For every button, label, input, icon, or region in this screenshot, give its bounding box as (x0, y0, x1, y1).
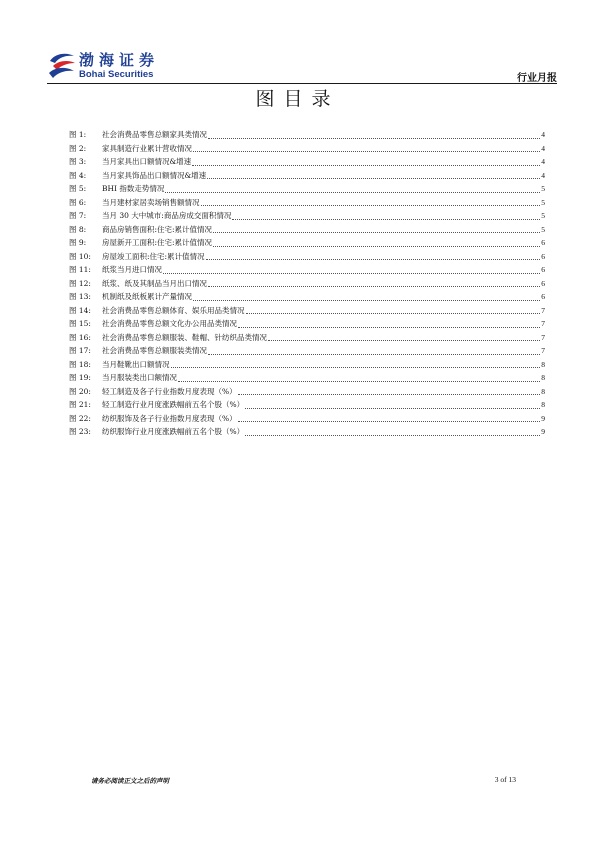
toc-entry-number: 图 21: (69, 400, 91, 409)
page-title: 图目录 (255, 88, 340, 110)
page-header (47, 47, 557, 85)
toc-entry[interactable] (69, 331, 545, 345)
toc-entry-number: 图 19: (69, 373, 91, 382)
toc-dot-leader (193, 151, 540, 152)
toc-dot-leader (193, 300, 540, 301)
toc-entry-number: 图 12: (69, 278, 91, 288)
toc-entry-label[interactable]: 社会消费品零售总额服装、鞋帽、针纺织品类情况 (102, 332, 267, 342)
toc-entry-number: 图 20: (69, 386, 91, 396)
toc-entry-page[interactable]: 6 (541, 292, 545, 301)
toc-entry-number: 图 18: (69, 359, 91, 369)
toc-entry-label[interactable]: 纺织服饰行业月度涨跌幅前五名个股（%） (102, 427, 245, 436)
toc-entry-label[interactable]: 社会消费品零售总额体育、娱乐用品类情况 (102, 305, 245, 315)
toc-entry-number: 图 3: (69, 157, 87, 166)
toc-dot-leader (232, 219, 540, 220)
toc-entry[interactable] (69, 128, 545, 142)
toc-dot-leader (213, 246, 540, 247)
toc-entry-number: 图 2: (69, 143, 87, 153)
toc-entry[interactable] (69, 169, 545, 183)
toc-entry[interactable] (69, 317, 545, 331)
toc-dot-leader (208, 354, 540, 355)
toc-entry-label[interactable]: 纺织服饰及各子行业指数月度表现（%） (102, 413, 237, 423)
toc-entry-label[interactable]: 家具制造行业累计营收情况 (102, 143, 192, 153)
toc-entry-label[interactable]: 轻工制造及各子行业指数月度表现（%） (102, 386, 237, 396)
toc-entry-page[interactable]: 4 (541, 130, 545, 139)
toc-entry-page[interactable]: 9 (541, 413, 545, 423)
toc-entry-label[interactable]: 当月鞋靴出口额情况 (102, 359, 170, 369)
toc-entry-number: 图 22: (69, 413, 91, 423)
toc-entry-label[interactable]: 当月家具出口额情况&增速 (102, 157, 192, 166)
toc-entry[interactable] (69, 344, 545, 358)
toc-entry-page[interactable]: 7 (541, 305, 545, 315)
toc-dot-leader (206, 259, 541, 260)
toc-entry-number: 图 6: (69, 197, 87, 207)
toc-entry-number: 图 1: (69, 130, 87, 139)
toc-dot-leader (178, 381, 540, 382)
toc-entry-page[interactable]: 7 (541, 319, 545, 328)
toc-entry-number: 图 10: (69, 251, 91, 261)
bohai-logo-icon (47, 51, 77, 79)
toc-entry-page[interactable]: 5 (541, 197, 545, 207)
toc-entry-page[interactable]: 6 (541, 265, 545, 274)
toc-entry-page[interactable]: 7 (541, 332, 545, 342)
toc-dot-leader (208, 138, 540, 139)
toc-entry[interactable] (69, 223, 545, 237)
toc-dot-leader (171, 367, 541, 368)
toc-dot-leader (245, 408, 540, 409)
toc-entry-number: 图 7: (69, 211, 87, 220)
toc-entry[interactable] (69, 358, 545, 372)
toc-entry-page[interactable]: 8 (541, 400, 545, 409)
toc-entry-number: 图 5: (69, 184, 87, 193)
toc-entry-label[interactable]: 纸浆、纸及其制品当月出口情况 (102, 278, 207, 288)
toc-entry-label[interactable]: 当月服装类出口额情况 (102, 373, 177, 382)
toc-entry-label[interactable]: 社会消费品零售总额文化办公用品类情况 (102, 319, 237, 328)
toc-dot-leader (245, 435, 540, 436)
toc-entry[interactable] (69, 385, 545, 399)
toc-entry-number: 图 13: (69, 292, 91, 301)
toc-entry-number: 图 15: (69, 319, 91, 328)
toc-entry-page[interactable]: 5 (541, 184, 545, 193)
toc-entry[interactable] (69, 425, 545, 439)
toc-dot-leader (208, 286, 540, 287)
toc-dot-leader (165, 192, 540, 193)
toc-entry-number: 图 16: (69, 332, 91, 342)
toc-entry-label[interactable]: 房屋竣工面积:住宅:累计值情况 (102, 251, 205, 261)
toc-entry[interactable] (69, 250, 545, 264)
toc-entry-label[interactable]: 当月建材家居卖场销售额情况 (102, 197, 200, 207)
toc-entry[interactable] (69, 196, 545, 210)
toc-entry[interactable] (69, 209, 545, 223)
toc-entry-label[interactable]: 社会消费品零售总额家具类情况 (102, 130, 207, 139)
toc-entry-page[interactable]: 5 (541, 224, 545, 234)
toc-entry-number: 图 14: (69, 305, 91, 315)
toc-entry-page[interactable]: 4 (541, 143, 545, 153)
toc-entry[interactable] (69, 371, 545, 385)
toc-entry-label[interactable]: 当月 30 大中城市:商品房成交面积情况 (102, 211, 232, 220)
toc-dot-leader (163, 273, 540, 274)
toc-dot-leader (207, 178, 540, 179)
toc-entry-number: 图 4: (69, 170, 87, 180)
toc-dot-leader (238, 394, 541, 395)
toc-entry[interactable] (69, 155, 545, 169)
toc-entry-page[interactable]: 6 (541, 238, 545, 247)
toc-entry-number: 图 8: (69, 224, 87, 234)
toc-dot-leader (192, 165, 540, 166)
logo-chinese-name: 渤海证券 (79, 51, 160, 69)
toc-entry-label[interactable]: BHI 指数走势情况 (102, 184, 165, 193)
toc-entry-label[interactable]: 社会消费品零售总额服装类情况 (102, 346, 207, 355)
toc-entry-page[interactable]: 9 (541, 427, 545, 436)
toc-entry-label[interactable]: 当月家具饰品出口额情况&增速 (102, 170, 207, 180)
toc-entry[interactable] (69, 304, 545, 318)
bohai-securities-logo (47, 47, 207, 83)
toc-entry-page[interactable]: 6 (541, 278, 545, 288)
toc-entry[interactable] (69, 290, 545, 304)
toc-entry-page[interactable]: 8 (541, 373, 545, 382)
toc-entry[interactable] (69, 412, 545, 426)
toc-dot-leader (201, 205, 541, 206)
toc-dot-leader (268, 340, 540, 341)
toc-entry-number: 图 11: (69, 265, 91, 274)
report-type-label: 行业月报 (517, 73, 557, 84)
figure-list (69, 128, 545, 439)
toc-dot-leader (246, 313, 541, 314)
toc-dot-leader (238, 327, 540, 328)
toc-entry-label[interactable]: 商品房销售面积:住宅:累计值情况 (102, 224, 213, 234)
toc-entry-page[interactable]: 8 (541, 386, 545, 396)
toc-entry-label[interactable]: 轻工制造行业月度涨跌幅前五名个股（%） (102, 400, 245, 409)
toc-dot-leader (238, 421, 541, 422)
toc-entry-number: 图 9: (69, 238, 87, 247)
page-number: 3 of 13 (494, 775, 516, 784)
footer-disclaimer: 请务必阅读正文之后的声明 (91, 777, 169, 785)
toc-entry[interactable] (69, 236, 545, 250)
toc-entry-label[interactable]: 机制纸及纸板累计产量情况 (102, 292, 192, 301)
toc-entry[interactable] (69, 277, 545, 291)
toc-entry-page[interactable]: 7 (541, 346, 545, 355)
toc-entry-number: 图 23: (69, 427, 91, 436)
toc-entry-page[interactable]: 4 (541, 157, 545, 166)
toc-entry-number: 图 17: (69, 346, 91, 355)
toc-entry[interactable] (69, 182, 545, 196)
toc-entry[interactable] (69, 398, 545, 412)
logo-english-name: Bohai Securities (79, 69, 154, 80)
toc-entry-label[interactable]: 房屋新开工面积:住宅:累计值情况 (102, 238, 213, 247)
toc-entry-page[interactable]: 5 (541, 211, 545, 220)
toc-entry[interactable] (69, 263, 545, 277)
toc-entry-page[interactable]: 4 (541, 170, 545, 180)
toc-dot-leader (213, 232, 540, 233)
toc-entry[interactable] (69, 142, 545, 156)
toc-entry-page[interactable]: 6 (541, 251, 545, 261)
toc-entry-page[interactable]: 8 (541, 359, 545, 369)
toc-entry-label[interactable]: 纸浆当月进口情况 (102, 265, 162, 274)
